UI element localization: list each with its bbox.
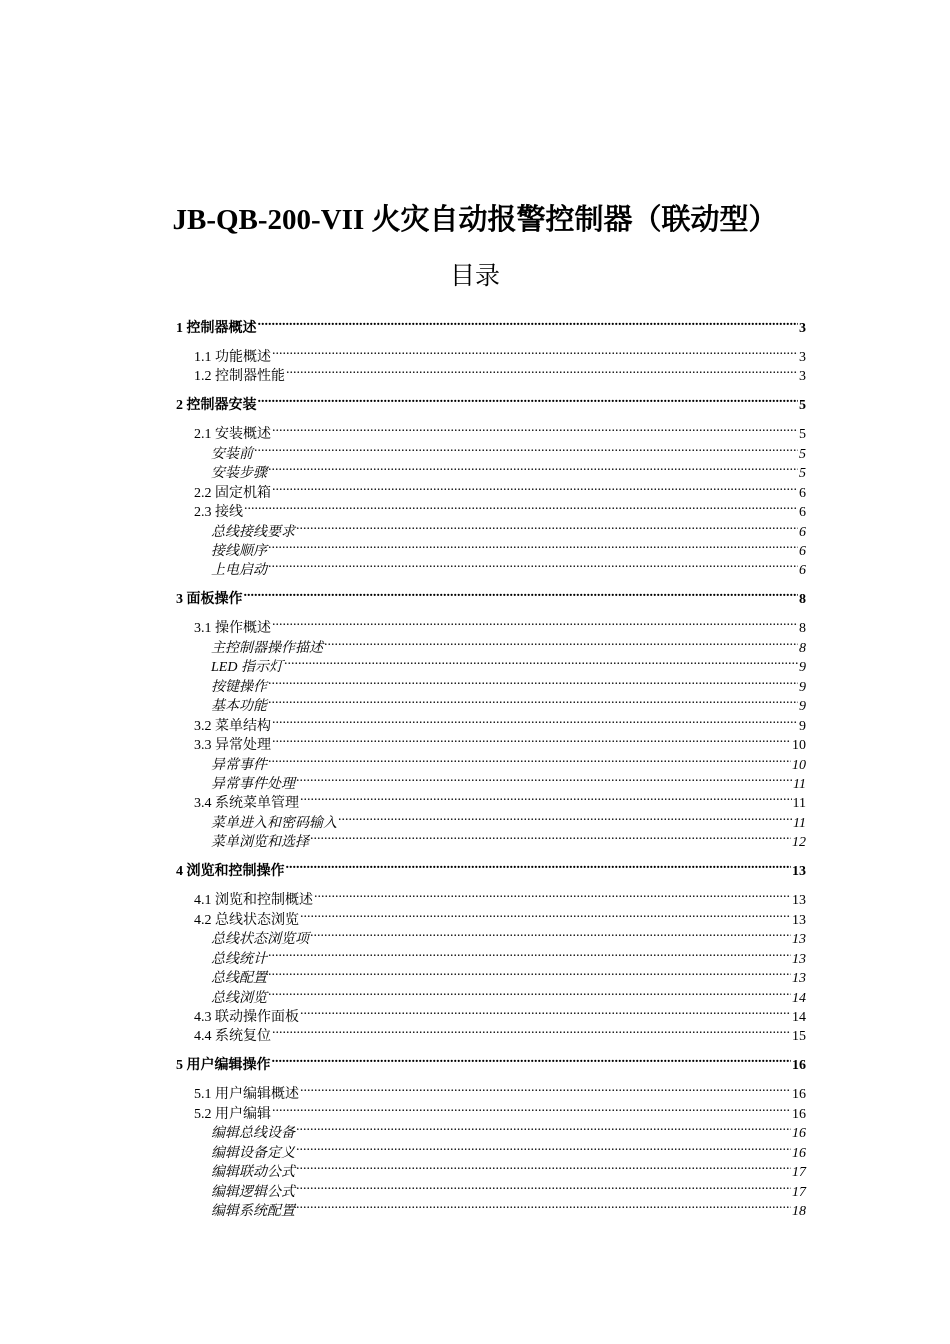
toc-page-number: 5 <box>799 427 806 443</box>
toc-entry-title: 上电启动 <box>176 561 267 581</box>
toc-subsection-entry[interactable] <box>176 438 806 462</box>
toc-subsection-entry[interactable] <box>176 962 806 986</box>
toc-entry-title: 基本功能 <box>176 697 267 717</box>
toc-entry-title: 总线状态浏览项 <box>176 930 309 950</box>
toc-entry-title: 总线浏览 <box>176 989 267 1009</box>
toc-page-number: 5 <box>799 398 806 414</box>
toc-dot-leader <box>310 826 791 846</box>
toc-section-entry[interactable] <box>176 418 806 443</box>
toc-page-number: 16 <box>792 1087 806 1103</box>
toc-dot-leader <box>272 710 798 730</box>
toc-dot-leader <box>268 749 791 769</box>
toc-dot-leader <box>268 943 791 963</box>
toc-dot-leader <box>284 651 798 671</box>
toc-entry-title: 3.2 菜单结构 <box>176 717 271 737</box>
toc-dot-leader <box>272 477 798 497</box>
toc-dot-leader <box>272 1049 792 1069</box>
toc-entry-title: 4.2 总线状态浏览 <box>176 911 299 931</box>
toc-subsection-entry[interactable] <box>176 1117 806 1142</box>
toc-subsection-entry[interactable] <box>176 457 806 482</box>
toc-dot-leader <box>296 768 792 788</box>
toc-page-number: 9 <box>799 679 806 695</box>
toc-entry-title: 3 面板操作 <box>176 590 243 610</box>
toc-dot-leader <box>310 923 791 943</box>
toc-dot-leader <box>244 583 799 603</box>
toc-entry-title: 4.4 系统复位 <box>176 1027 271 1047</box>
toc-section-entry[interactable] <box>176 496 806 521</box>
toc-subsection-entry[interactable] <box>176 1156 806 1181</box>
toc-section-entry[interactable] <box>176 710 806 734</box>
toc-page-number: 6 <box>799 524 806 540</box>
toc-dot-leader <box>258 389 799 409</box>
toc-subsection-entry[interactable] <box>176 1195 806 1219</box>
toc-page-number: 3 <box>799 369 806 385</box>
toc-page-number: 6 <box>799 505 806 521</box>
toc-page-number: 15 <box>792 1029 806 1045</box>
toc-subsection-entry[interactable] <box>176 923 806 948</box>
toc-entry-title: 3.4 系统菜单管理 <box>176 794 299 814</box>
toc-dot-leader <box>268 690 798 710</box>
toc-page-number: 16 <box>792 1145 806 1161</box>
toc-section-entry[interactable] <box>176 1078 806 1103</box>
toc-entry-title: 2 控制器安装 <box>176 396 257 416</box>
toc-page-number: 18 <box>792 1204 806 1219</box>
toc-entry-title: 1.1 功能概述 <box>176 348 271 368</box>
toc-page-number: 13 <box>792 951 806 967</box>
toc-section-entry[interactable] <box>176 884 806 909</box>
toc-page-number: 5 <box>799 466 806 482</box>
toc-section-entry[interactable] <box>176 341 806 365</box>
toc-section-entry[interactable] <box>176 904 806 928</box>
toc-entry-title: 2.3 接线 <box>176 503 243 523</box>
toc-entry-title: 安装前 <box>176 445 253 465</box>
toc-page-number: 9 <box>799 699 806 715</box>
toc-dot-leader <box>300 904 791 924</box>
toc-section-entry[interactable] <box>176 729 806 753</box>
toc-entry-title: 菜单浏览和选择 <box>176 833 309 853</box>
toc-page-number: 5 <box>799 446 806 462</box>
toc-chapter-entry[interactable] <box>176 583 806 608</box>
toc-dot-leader <box>286 855 792 875</box>
toc-dot-leader <box>268 671 798 691</box>
toc-subsection-entry[interactable] <box>176 749 806 773</box>
toc-section-entry[interactable] <box>176 1020 806 1045</box>
toc-dot-leader <box>296 1176 791 1196</box>
toc-entry-title: 2.2 固定机箱 <box>176 484 271 504</box>
toc-page-number: 16 <box>792 1106 806 1122</box>
toc-entry-title: 编辑总线设备 <box>176 1124 295 1144</box>
toc-entry-title: 按键操作 <box>176 678 267 698</box>
toc-subsection-entry[interactable] <box>176 982 806 1006</box>
toc-page-number: 11 <box>793 815 806 831</box>
toc-page-number: 10 <box>792 757 806 773</box>
toc-subsection-entry[interactable] <box>176 554 806 579</box>
toc-page-number: 16 <box>792 1126 806 1142</box>
toc-page-number: 16 <box>792 1058 806 1074</box>
toc-section-entry[interactable] <box>176 1098 806 1122</box>
toc-dot-leader <box>272 729 791 749</box>
toc-page-number: 14 <box>792 990 806 1006</box>
toc-section-entry[interactable] <box>176 787 806 812</box>
toc-subsection-entry[interactable] <box>176 651 806 676</box>
toc-page-number: 3 <box>799 321 806 336</box>
toc-dot-leader <box>338 807 792 827</box>
toc-page-number: 11 <box>792 796 806 812</box>
toc-page-number: 11 <box>793 776 806 792</box>
toc-subsection-entry[interactable] <box>176 632 806 656</box>
toc-entry-title: 接线顺序 <box>176 542 267 562</box>
toc-entry-title: 5.1 用户编辑概述 <box>176 1085 299 1105</box>
toc-dot-leader <box>268 962 791 982</box>
toc-entry-title: 编辑联动公式 <box>176 1163 295 1183</box>
toc-entry-title: 异常事件处理 <box>176 775 295 795</box>
toc-section-entry[interactable] <box>176 477 806 501</box>
toc-dot-leader <box>272 1098 791 1118</box>
toc-dot-leader <box>268 535 798 555</box>
toc-subsection-entry[interactable] <box>176 690 806 715</box>
toc-entry-title: 总线统计 <box>176 950 267 970</box>
document-title: JB-QB-200-VII 火灾自动报警控制器（联动型） <box>172 204 778 236</box>
toc-page-number: 8 <box>799 640 806 656</box>
toc-entry-title: 4.3 联动操作面板 <box>176 1008 299 1028</box>
toc-section-entry[interactable] <box>176 612 806 637</box>
toc-dot-leader <box>300 1001 791 1021</box>
toc-entry-title: 异常事件 <box>176 756 267 776</box>
toc-dot-leader <box>296 516 798 536</box>
toc-entry-title: 5.2 用户编辑 <box>176 1105 271 1125</box>
toc-page-number: 17 <box>792 1165 806 1181</box>
toc-page-number: 12 <box>792 835 806 851</box>
toc-dot-leader <box>254 438 798 458</box>
toc-page-number: 14 <box>792 1009 806 1025</box>
toc-subsection-entry[interactable] <box>176 535 806 559</box>
toc-dot-leader <box>296 1117 791 1137</box>
toc-section-entry[interactable] <box>176 1001 806 1025</box>
toc-page-number: 13 <box>792 971 806 986</box>
toc-subsection-entry[interactable] <box>176 1137 806 1161</box>
toc-dot-leader <box>324 632 798 652</box>
toc-dot-leader <box>300 787 792 807</box>
toc-page-number: 6 <box>799 544 806 559</box>
toc-dot-leader <box>272 1020 791 1040</box>
toc-dot-leader <box>268 982 791 1002</box>
toc-entry-title: 菜单进入和密码输入 <box>176 814 337 834</box>
toc-entry-title: 1 控制器概述 <box>176 319 257 339</box>
toc-entry-title: 4.1 浏览和控制概述 <box>176 891 313 911</box>
toc-page-number: 17 <box>792 1184 806 1200</box>
toc-subsection-entry[interactable] <box>176 671 806 695</box>
toc-dot-leader <box>272 341 798 361</box>
toc-chapter-entry[interactable] <box>176 312 806 336</box>
toc-section-entry[interactable] <box>176 360 806 385</box>
toc-page-number: 6 <box>799 563 806 579</box>
toc-subsection-entry[interactable] <box>176 943 806 967</box>
toc-dot-leader <box>296 1137 791 1157</box>
toc-dot-leader <box>244 496 798 516</box>
toc-heading: 目录 <box>449 263 500 290</box>
toc-entry-title: 4 浏览和控制操作 <box>176 862 285 882</box>
toc-page-number: 8 <box>799 621 806 637</box>
toc-entry-title: 编辑设备定义 <box>176 1144 295 1164</box>
toc-page-number: 3 <box>799 349 806 365</box>
toc-page-number: 13 <box>792 864 806 880</box>
toc-dot-leader <box>314 884 791 904</box>
toc-entry-title: 2.1 安装概述 <box>176 425 271 445</box>
toc-entry-title: 1.2 控制器性能 <box>176 367 285 387</box>
toc-page-number: 8 <box>799 592 806 608</box>
toc-dot-leader <box>268 554 798 574</box>
toc-dot-leader <box>272 418 798 438</box>
toc-page-number: 9 <box>799 718 806 734</box>
toc-subsection-entry[interactable] <box>176 826 806 851</box>
toc-entry-title: 3.1 操作概述 <box>176 619 271 639</box>
toc-chapter-entry[interactable] <box>176 389 806 414</box>
toc-entry-title: 主控制器操作描述 <box>176 639 323 659</box>
toc-page-number: 9 <box>799 660 806 676</box>
toc-subsection-entry[interactable] <box>176 1176 806 1200</box>
toc-entry-title: 5 用户编辑操作 <box>176 1056 271 1076</box>
toc-entry-title: 编辑逻辑公式 <box>176 1183 295 1203</box>
toc-subsection-entry[interactable] <box>176 768 806 792</box>
toc-dot-leader <box>258 312 799 332</box>
toc-entry-title: 编辑系统配置 <box>176 1202 295 1222</box>
toc-dot-leader <box>296 1156 791 1176</box>
toc-page-number: 13 <box>792 893 806 909</box>
toc-entry-title: 总线配置 <box>176 969 267 989</box>
toc-page-number: 13 <box>792 932 806 948</box>
toc-page-number: 13 <box>792 912 806 928</box>
toc-page-number: 6 <box>799 485 806 501</box>
toc-subsection-entry[interactable] <box>176 516 806 540</box>
toc-entry-title: 3.3 异常处理 <box>176 736 271 756</box>
toc-subsection-entry[interactable] <box>176 807 806 831</box>
toc-dot-leader <box>286 360 798 380</box>
toc-dot-leader <box>296 1195 791 1215</box>
toc-chapter-entry[interactable] <box>176 1049 806 1074</box>
toc-dot-leader <box>272 612 798 632</box>
toc-entry-title: 总线接线要求 <box>176 523 295 543</box>
toc-dot-leader <box>268 457 798 477</box>
toc-chapter-entry[interactable] <box>176 855 806 880</box>
toc-entry-title: LED 指示灯 <box>176 658 283 678</box>
toc-entry-title: 安装步骤 <box>176 464 267 484</box>
toc-dot-leader <box>300 1078 791 1098</box>
toc-page-number: 10 <box>792 738 806 753</box>
